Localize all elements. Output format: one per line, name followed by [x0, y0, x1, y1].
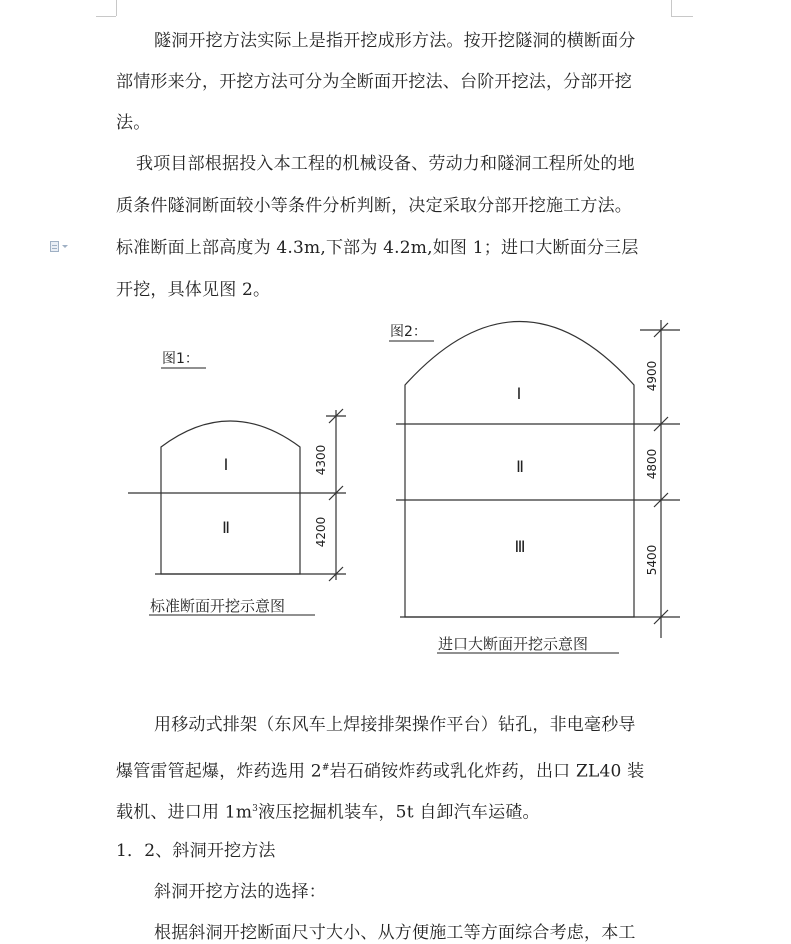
section-heading: 1．2、斜洞开挖方法 — [116, 841, 276, 861]
text-segment: 爆管雷管起爆，炸药选用 2 — [116, 761, 322, 782]
figure2-dim-bottom: 5400 — [645, 544, 659, 576]
margin-mark-left — [116, 0, 117, 16]
superscript: # — [321, 763, 330, 773]
superscript: 3 — [252, 804, 259, 814]
document-glyph — [50, 241, 59, 252]
figure1-zone-2: Ⅱ — [222, 518, 230, 537]
margin-mark-left-h — [96, 16, 116, 17]
text-line: 隧洞开挖方法实际上是指开挖成形方法。按开挖隧洞的横断面分 — [154, 31, 636, 51]
text-segment: 岩石硝铵炸药或乳化炸药，出口 ZL40 装 — [329, 761, 645, 782]
document-icon[interactable] — [50, 238, 74, 254]
figure2-dim-top: 4900 — [645, 360, 659, 392]
figure1-caption: 标准断面开挖示意图 — [150, 597, 286, 615]
figure2-caption: 进口大断面开挖示意图 — [438, 635, 589, 653]
text-line-with-superscript — [116, 757, 676, 783]
figure1-dim-upper: 4300 — [314, 444, 328, 476]
text-line: 开挖，具体见图 2。 — [116, 280, 271, 300]
text-line: 斜洞开挖方法的选择： — [154, 882, 326, 902]
figure1-section-outline — [161, 421, 300, 574]
text-line: 用移动式排架（东风车上焊接排架操作平台）钻孔，非电毫秒导 — [154, 715, 636, 735]
figure2-zone-1: Ⅰ — [516, 384, 522, 403]
text-line: 我项目部根据投入本工程的机械设备、劳动力和隧洞工程所处的地 — [136, 154, 635, 174]
figure1-label: 图1： — [162, 351, 199, 367]
margin-mark-right — [671, 0, 672, 16]
figure2-zone-3: Ⅲ — [514, 537, 526, 556]
text-line: 部情形来分，开挖方法可分为全断面开挖法、台阶开挖法，分部开挖 — [116, 72, 632, 92]
chevron-down-icon — [62, 245, 68, 248]
margin-mark-right-h — [671, 16, 693, 17]
text-line: 标准断面上部高度为 4.3m,下部为 4.2m,如图 1；进口大断面分三层 — [116, 238, 639, 258]
text-line: 根据斜洞开挖断面尺寸大小、从方便施工等方面综合考虑，本工 — [154, 923, 636, 943]
text-segment: 液压挖掘机装车，5t 自卸汽车运碴。 — [258, 802, 540, 823]
text-line: 法。 — [116, 113, 151, 133]
figure2-label: 图2： — [390, 324, 427, 340]
figure1-zone-1: Ⅰ — [223, 455, 229, 474]
text-segment: 载机、进口用 1m — [116, 802, 253, 823]
figure2-dim-middle: 4800 — [645, 448, 659, 480]
text-line: 质条件隧洞断面较小等条件分析判断，决定采取分部开挖施工方法。 — [116, 196, 632, 216]
text-line-with-superscript — [116, 798, 676, 824]
excavation-figures — [0, 310, 791, 670]
figure1-dim-lower: 4200 — [314, 516, 328, 548]
figure2-zone-2: Ⅱ — [516, 457, 524, 476]
